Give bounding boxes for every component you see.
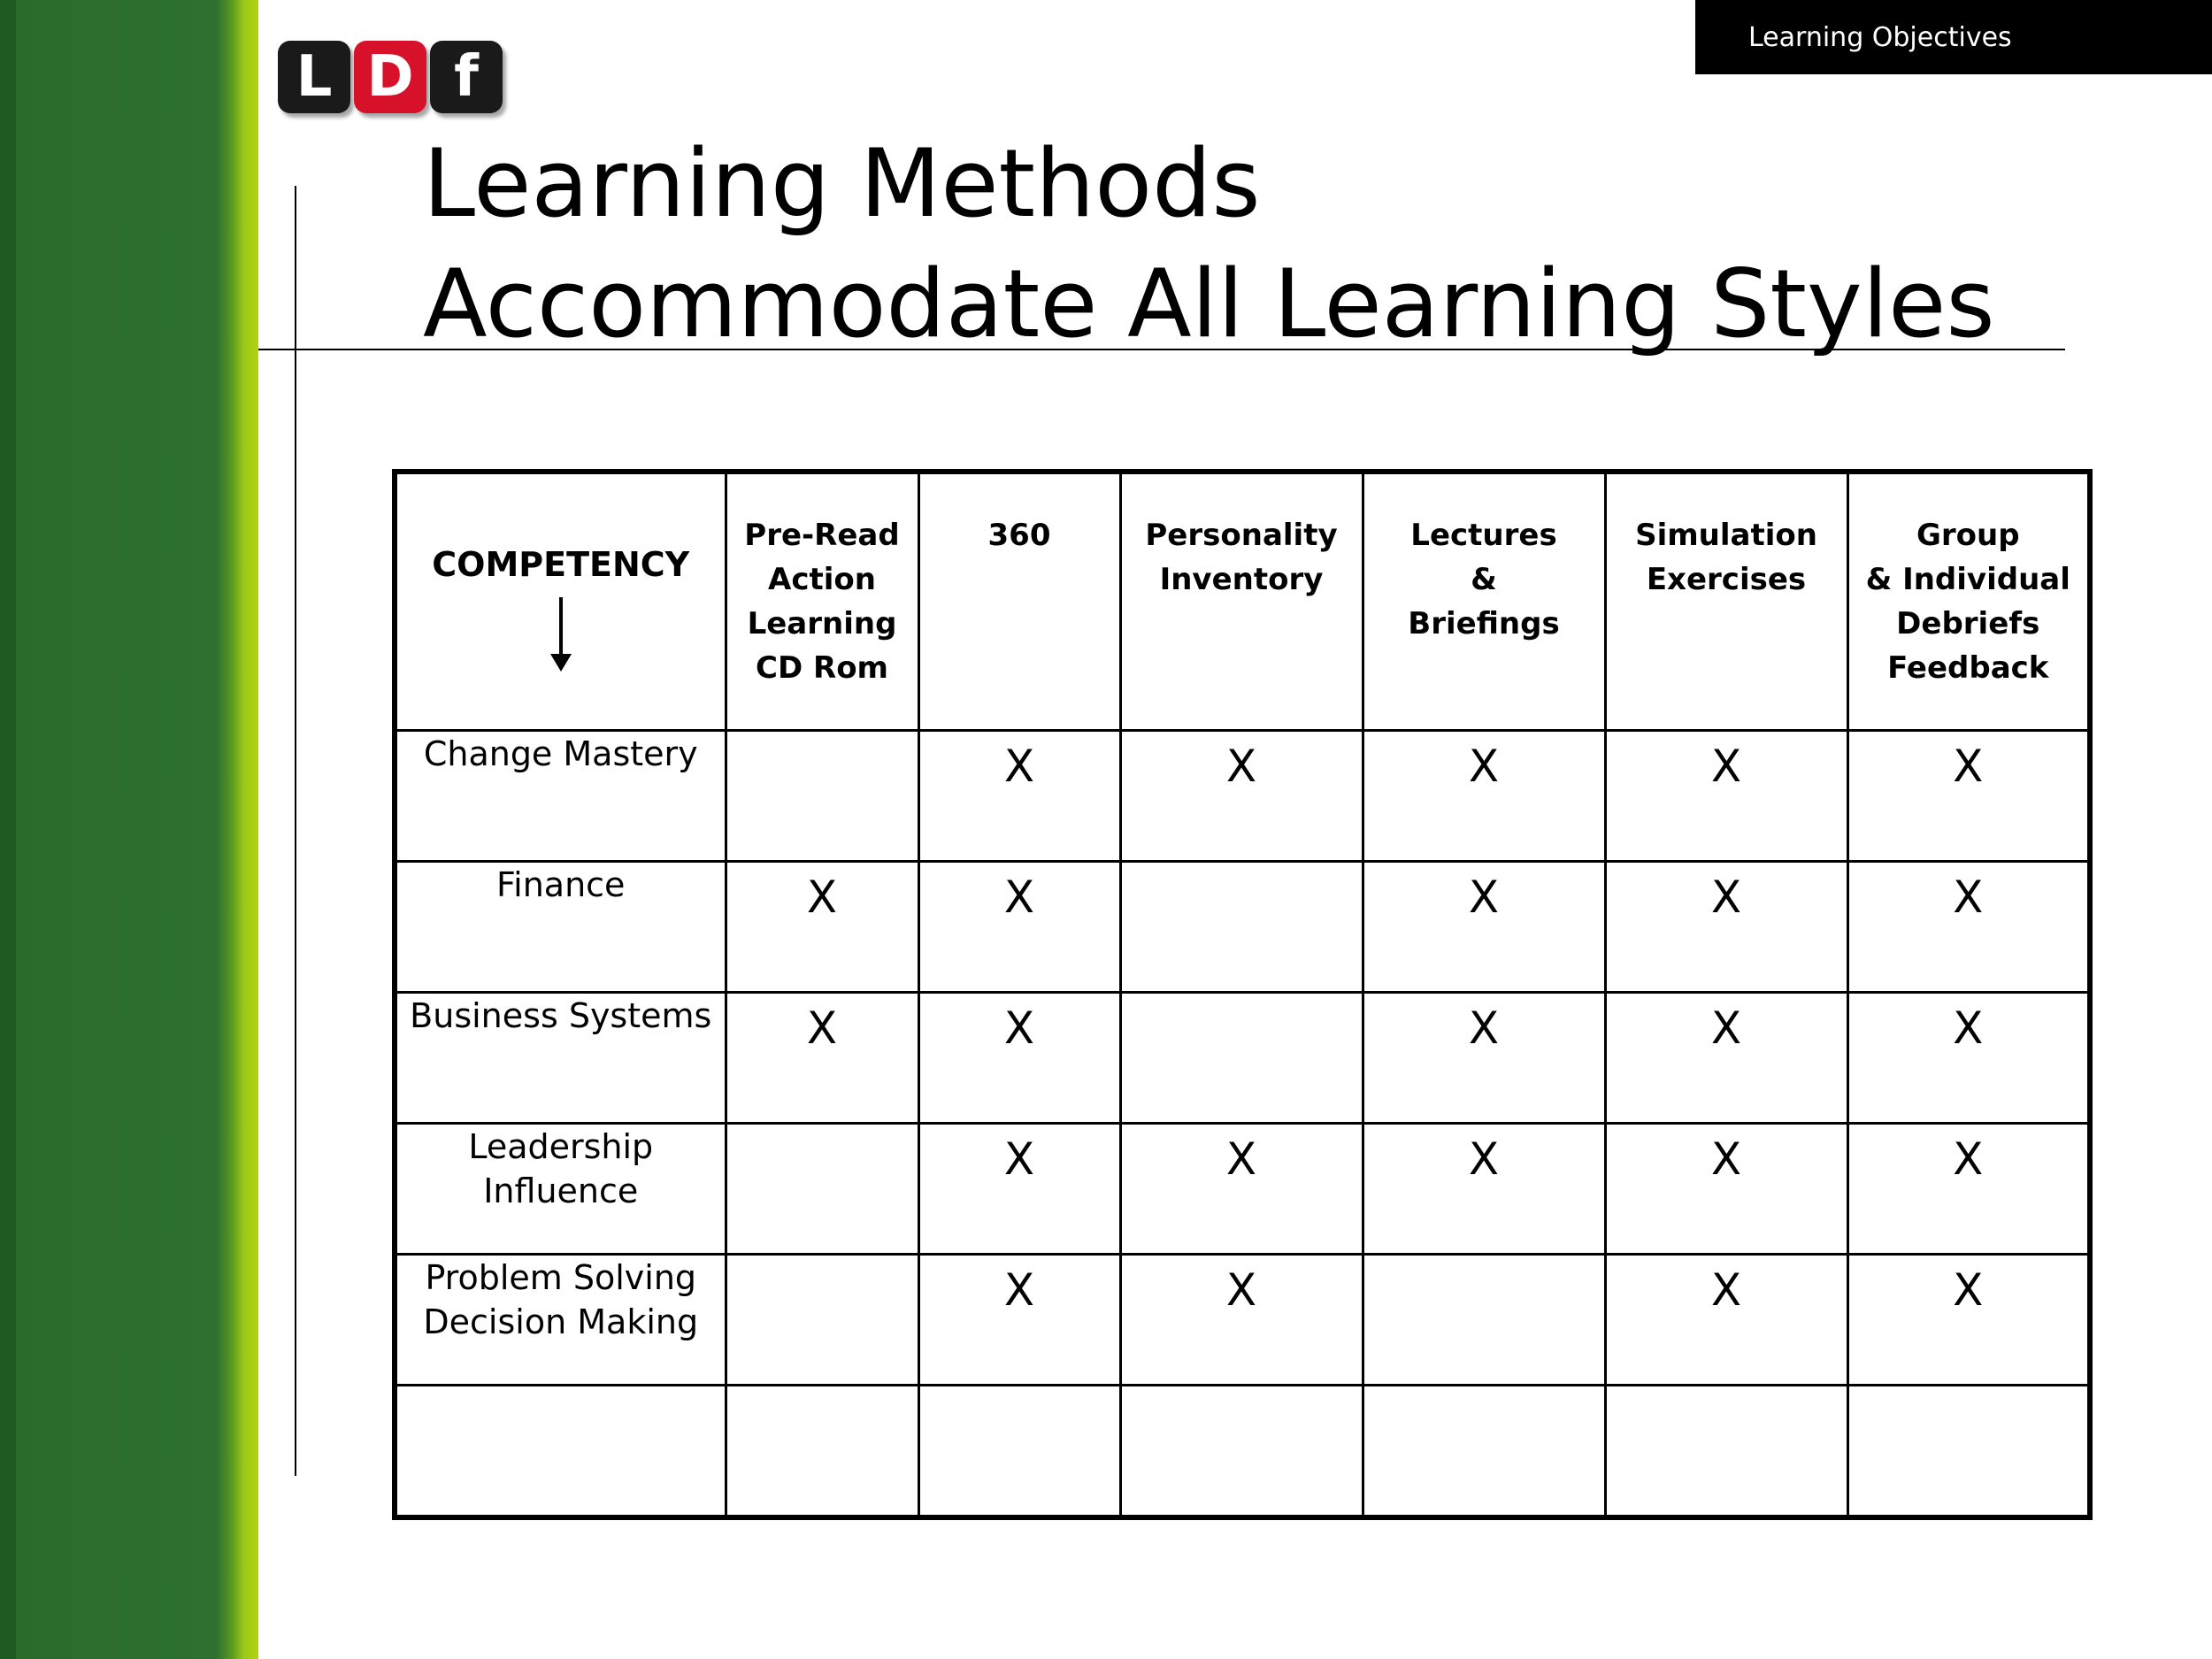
table-row <box>395 993 2090 1124</box>
table-cell: X <box>1605 1124 1847 1255</box>
row-label <box>395 1124 726 1255</box>
table-cell: X <box>1605 731 1847 862</box>
row-label <box>395 1386 726 1518</box>
row-label <box>395 993 726 1124</box>
column-header-line: Lectures <box>1410 518 1557 553</box>
table-cell: X <box>1605 862 1847 993</box>
table-cell <box>726 1124 918 1255</box>
table-row <box>395 731 2090 862</box>
table-row <box>395 1124 2090 1255</box>
table-row <box>395 862 2090 993</box>
table-cell: X <box>1363 731 1605 862</box>
table-cell: X <box>1847 862 2090 993</box>
table-cell <box>726 731 918 862</box>
logo-tile-l: L <box>278 41 350 113</box>
column-header-line: CD Rom <box>756 650 888 686</box>
row-label-line: Change Mastery <box>423 734 698 773</box>
row-label <box>395 731 726 862</box>
column-header-line: Action <box>768 562 876 597</box>
table-cell <box>1363 1386 1605 1518</box>
table-cell <box>918 1386 1120 1518</box>
left-green-band <box>0 0 258 1659</box>
column-header-line: Inventory <box>1159 562 1324 597</box>
row-label-line: Leadership <box>468 1127 654 1166</box>
table-cell: X <box>726 993 918 1124</box>
column-header-pre-read <box>726 472 918 731</box>
table-cell: X <box>1847 731 2090 862</box>
table-cell <box>726 1386 918 1518</box>
column-header-lectures <box>1363 472 1605 731</box>
table-cell: X <box>726 862 918 993</box>
column-header-360 <box>918 472 1120 731</box>
table-cell <box>1605 1386 1847 1518</box>
row-label-line: Finance <box>496 865 626 904</box>
row-label <box>395 862 726 993</box>
table-cell: X <box>1847 1255 2090 1386</box>
column-header-line: Pre-Read <box>744 518 900 553</box>
column-header-line: Debriefs <box>1896 606 2040 641</box>
table-cell: X <box>1847 993 2090 1124</box>
column-header-line: Feedback <box>1887 650 2049 686</box>
table-cell: X <box>918 1255 1120 1386</box>
table-cell <box>1120 862 1363 993</box>
table-cell: X <box>1120 1255 1363 1386</box>
table-cell <box>1120 993 1363 1124</box>
competency-matrix <box>392 469 2093 1520</box>
row-label-line: Business Systems <box>410 996 712 1035</box>
vertical-rule <box>295 186 296 1476</box>
header-row <box>395 472 2090 731</box>
table-cell: X <box>918 731 1120 862</box>
section-tab <box>1695 0 2212 74</box>
table-cell: X <box>1363 993 1605 1124</box>
row-label-line: Problem Solving <box>425 1258 697 1297</box>
title-line-1: Learning Methods <box>423 129 1261 238</box>
table-cell: X <box>1120 731 1363 862</box>
column-header-line: Group <box>1916 518 2020 553</box>
table-row-empty <box>395 1386 2090 1518</box>
table-cell <box>1120 1386 1363 1518</box>
row-label-line: Decision Making <box>423 1302 699 1341</box>
column-header-simulation <box>1605 472 1847 731</box>
page-title <box>423 124 1995 365</box>
row-label-line: Influence <box>483 1171 639 1210</box>
competency-header <box>395 472 726 731</box>
table-cell <box>1847 1386 2090 1518</box>
column-header-line: Exercises <box>1646 562 1807 597</box>
column-header-group <box>1847 472 2090 731</box>
logo-tile-d: D <box>354 41 426 113</box>
column-header-line: & Individual <box>1865 562 2070 597</box>
table-cell: X <box>918 862 1120 993</box>
column-header-line: Briefings <box>1408 606 1560 641</box>
table-cell: X <box>1363 1124 1605 1255</box>
competency-header-label: COMPETENCY <box>432 545 690 584</box>
section-tab-label: Learning Objectives <box>1748 21 2012 53</box>
table-cell: X <box>1120 1124 1363 1255</box>
table-cell: X <box>1605 993 1847 1124</box>
column-header-line: 360 <box>987 518 1051 553</box>
column-header-personality <box>1120 472 1363 731</box>
table-cell: X <box>1605 1255 1847 1386</box>
column-header-line: Personality <box>1145 518 1338 553</box>
table-cell: X <box>1847 1124 2090 1255</box>
logo-tile-f: f <box>430 41 503 113</box>
table-row <box>395 1255 2090 1386</box>
table-cell <box>726 1255 918 1386</box>
down-arrow-icon <box>559 597 563 661</box>
table-cell: X <box>918 1124 1120 1255</box>
row-label <box>395 1255 726 1386</box>
left-dark-strip <box>0 0 16 1659</box>
table-cell <box>1363 1255 1605 1386</box>
column-header-line: & <box>1471 562 1497 597</box>
column-header-line: Simulation <box>1635 518 1817 553</box>
table-cell: X <box>918 993 1120 1124</box>
ldf-logo <box>278 41 503 122</box>
column-header-line: Learning <box>747 606 897 641</box>
title-line-2: Accommodate All Learning Styles <box>423 250 1995 358</box>
table-cell: X <box>1363 862 1605 993</box>
